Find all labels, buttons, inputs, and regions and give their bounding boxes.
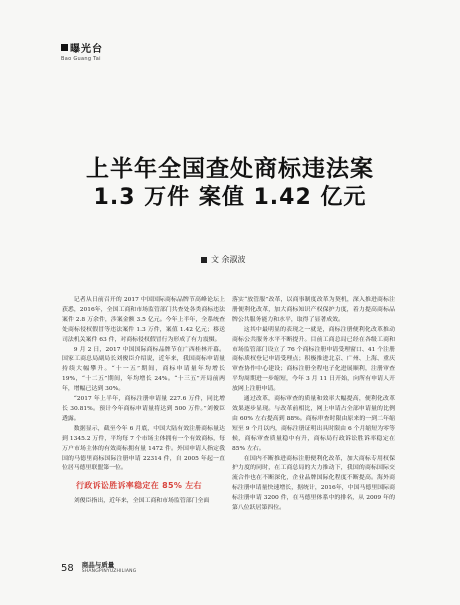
magazine-name-cn: 商品与质量 xyxy=(81,561,115,569)
page-number: 58 xyxy=(61,563,74,574)
magazine-name-en: SHANGPINYUZHILIANG xyxy=(81,569,137,574)
square-bullet-icon xyxy=(201,257,207,263)
headline-line-2: 1.3 万件 案值 1.42 亿元 xyxy=(93,185,367,210)
square-bullet-icon xyxy=(61,44,68,51)
paragraph: 数据显示，截至今年 6 月底，中国大陆有效注册商标量达到 1345.2 万件，平均每 7 个市场主体拥有一个有效商标，每万户市场主体的有效商标拥有量 1472 件。外国申请人指定我国的马德里商标国际注册申请 22314 件，自 2005 年起一直位居马德里联盟第一位。 xyxy=(62,425,225,472)
left-column xyxy=(62,296,225,507)
section-subhead: 行政诉讼胜诉率稳定在 85% 左右 xyxy=(76,481,202,491)
page-footer xyxy=(61,560,136,574)
column-tag xyxy=(61,40,103,62)
paragraph: 在国内不断推进商标注册便利化改革，加大商标专用权保护力度的同时，在工商总局的大力推动下，我国的商标国际交流合作也在不断深化，企业品牌国际化程度不断提高。海外商标注册申请量快速增长，据统计，2016年，中国马德里国际商标注册申请 3200 件，在马德里体系中的排名，从 2009 年的第八位跃居第四位。 xyxy=(232,455,395,512)
byline-text: 文 余淑波 xyxy=(211,255,246,264)
column-pinyin: Bao Guang Tai xyxy=(61,56,101,62)
paragraph: 9 月 2 日，2017 中国国际商标品牌节在广西桂林开幕。国家工商总局副局长刘俊臣介绍说，近年来，我国商标申请量持续大幅攀升。“十一五”期间，商标申请量年均增长 19%，“十二五”期间，年均增长 24%。“十三五”开局前两年，增幅已达到 30%。 xyxy=(62,346,225,393)
paragraph: 落实“放管服”改革，以商事制度改革为契机，深入推进商标注册便利化改革，加大商标知识产权保护力度，着力提高商标品牌公共服务能力和水平，取得了显著成效。 xyxy=(232,297,395,323)
paragraph: “2017 年上半年，商标注册申请量 227.6 万件，同比增长 30.81%。预计今年商标申请量将达到 500 万件。”刘俊臣透露。 xyxy=(62,396,225,422)
paragraph: 这其中最明显的表现之一就是，商标注册便利化改革推动商标公共服务水平不断提升。目前工商总局已经在各级工商和市场监管部门设立了 76 个商标注册申请受理窗口、41 个注册商标质权登记申请受理点；积极推进北京、广州、上海、重庆审查协作中心建设；商标注册全程电子化进展顺利，注册审查平均周期进一步缩短，今年 3 月 11 日开始，向所有申请人开放网上注册申请。 xyxy=(232,326,395,393)
paragraph: 通过改革，商标审查的质量和效率大幅提高，便利化改革效果逐步显现。与改革前相比，网上申请占全部申请量的比例由 60% 左右提高到 88%。商标审查时限由原来的一到二年缩短至 9 个月以内，商标注册证明出具时限由 6 个月缩短为零等候，商标审查质量稳中有升，商标局行政诉讼胜诉率稳定在 85% 左右。 xyxy=(232,396,395,452)
byline xyxy=(201,254,246,265)
headline-line-1: 上半年全国查处商标违法案 xyxy=(86,156,374,182)
paragraph: 刘俊臣指出，近年来，全国工商和市场监管部门全面 xyxy=(73,498,210,505)
right-column xyxy=(232,296,395,514)
paragraph: 记者从日前召开的 2017 中国国际商标品牌节高峰论坛上获悉，2016年，全国工商和市场监管部门共查处各类商标违法案件 2.8 万余件，涉案金额 3.5 亿元。今年上半年，全系统查处商标侵权假冒等违法案件 1.3 万件，案值 1.42 亿元；移送司法机关案件 63 件，对商标侵权假冒行为形成了有力震慑。 xyxy=(62,297,225,343)
column-name: 曝光台 xyxy=(61,40,103,55)
magazine-name xyxy=(82,560,137,574)
